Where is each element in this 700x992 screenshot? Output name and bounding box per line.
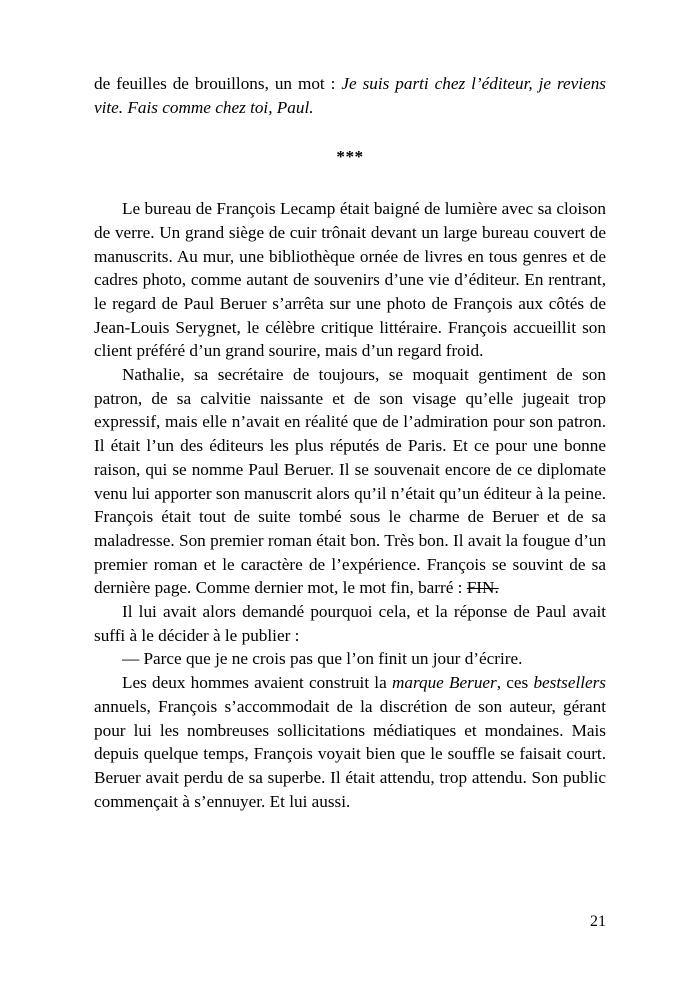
spacer-below-separator [94,169,606,197]
page-number: 21 [590,913,606,930]
struck-word-fin: FIN. [466,578,499,598]
paragraph-dialogue-line: — Parce que je ne crois pas que l’on finit un jour d’écrire. [122,649,523,669]
paragraph-office-description: Le bureau de François Lecamp était baigné de lumière avec sa cloison de verre. Un grand siège de cuir trônait devant un large bureau couvert de manuscrits. Au mur, une bibliothèque ornée de livres en tous genres et de cadres photo, comme autant de souvenirs d’une vie d’éditeur. En rentrant, le regard de Paul Beruer s’arrêta sur une photo de François aux côtés de Jean-Louis Serygnet, le célèbre critique littéraire. François accueillit son client préféré d’un grand sourire, mais d’un regard froid. [94,199,606,361]
paragraph-marque-middle: , ces [496,673,534,693]
paragraph-question: Il lui avait alors demandé pourquoi cela, et la réponse de Paul avait suffi à le décider à le publier : [94,602,606,645]
paragraph-marque-tail: annuels, François s’accommodait de la discrétion de son auteur, gérant pour lui les nombreuses sollicitations médiatiques et mondaines. Mais depuis quelque temps, François voyait bien que le souffle se faisait court. Beruer avait perdu de sa superbe. Il était attendu, trop attendu. Son public commençait à s’ennuyer. Et lui aussi. [94,696,606,811]
italic-marque-beruer: marque Beruer [391,673,497,693]
paragraph-lead-text: de feuilles de brouillons, un mot : [94,74,342,93]
paragraph-marque-beruer [94,671,606,813]
paragraph-nathalie-text: Nathalie, sa secrétaire de toujours, se moquait gentiment de son patron, de sa calvitie naissante et de son visage qu’elle jugeait trop expressif, mais elle n’avait en réalité que de l’admiration pour son patron. Il était l’un des éditeurs les plus réputés de Paris. Et ce pour une bonne raison, qui se nomme Paul Beruer. Il se souvenait encore de ce diplomate venu lui apporter son manuscrit alors qu’il n’était qu’un éditeur à la peine. François était tout de suite tombé sous le charme de Beruer et de sa maladresse. Son premier roman était bon. Très bon. Il avait la fougue d’un premier roman et le caractère de l’expérience. François se souvint de sa dernière page. Comme dernier mot, le mot fin, barré : [94,365,606,598]
quoted-note-italic: Je suis parti chez l’éditeur, je reviens vite. Fais comme chez toi, Paul. [94,74,606,117]
page-text-block [94,72,606,813]
paragraph-marque-lead: Les deux hommes avaient construit la [122,673,392,693]
paragraph-continuation [94,72,606,119]
paragraph-nathalie [94,363,606,600]
spacer-above-separator [94,119,606,145]
italic-bestsellers: bestsellers [533,673,606,693]
section-separator: *** [336,147,364,167]
